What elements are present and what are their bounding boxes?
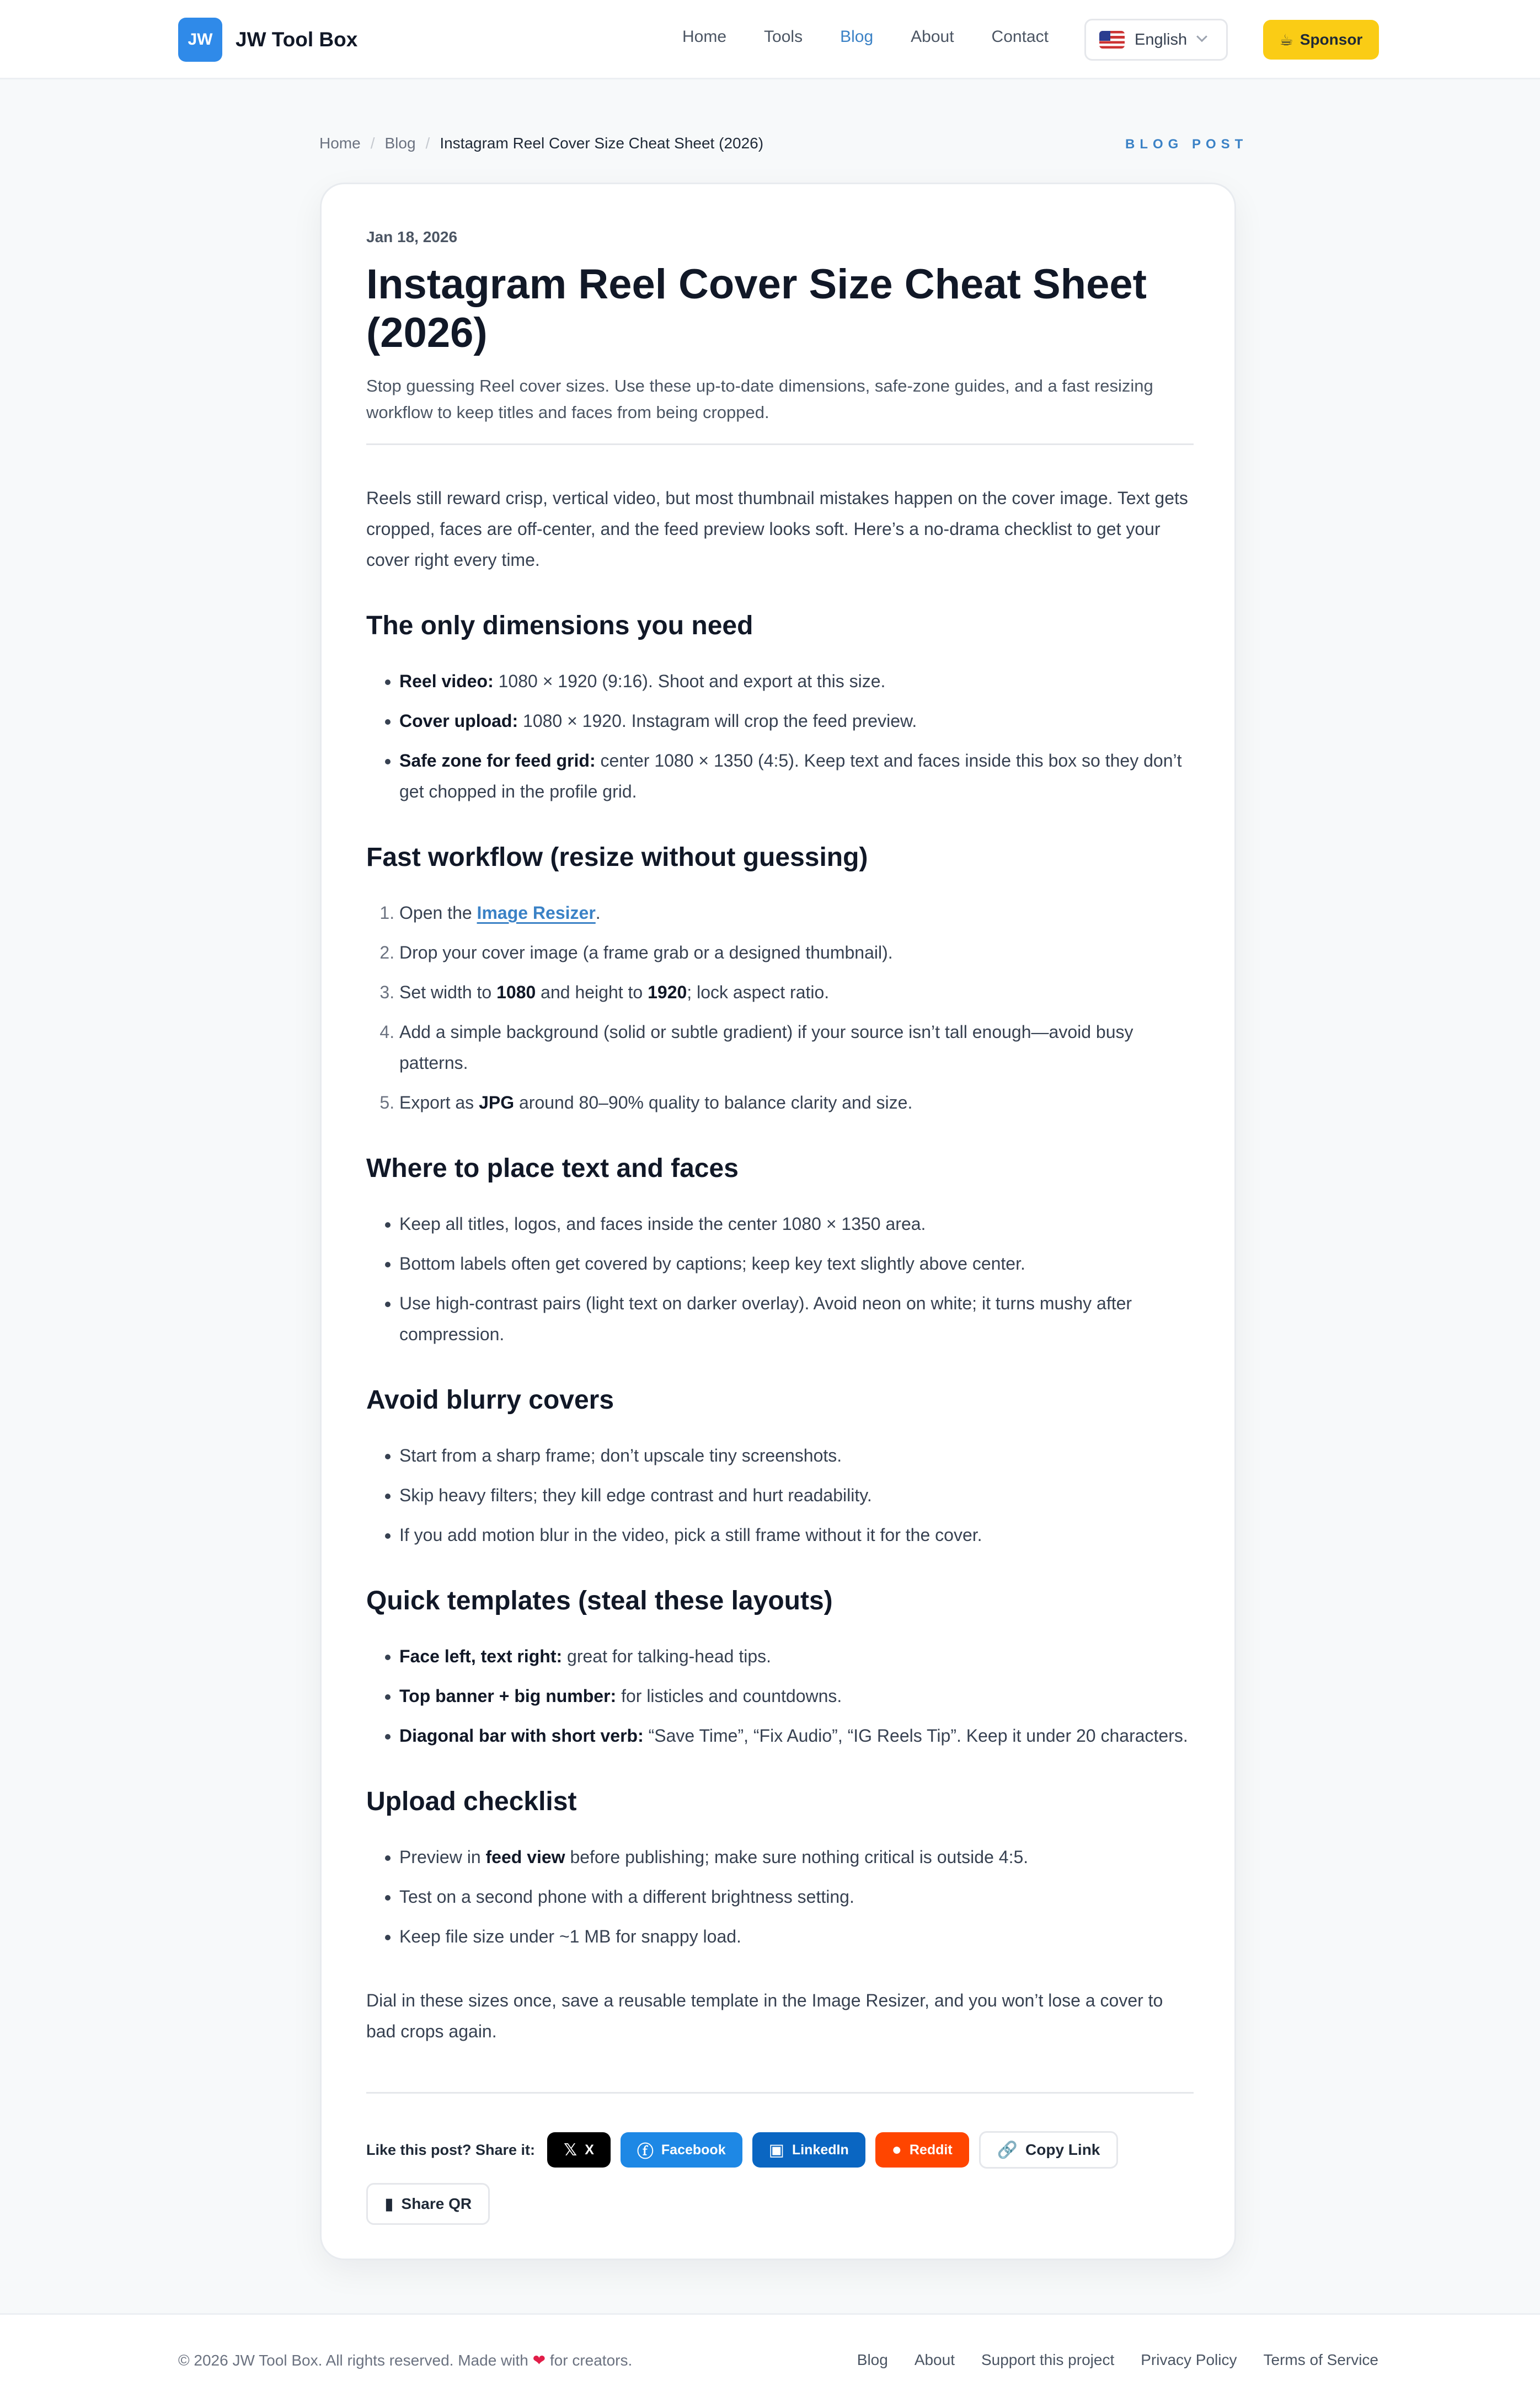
linkedin-icon: ▣ <box>768 2141 784 2159</box>
section-heading: The only dimensions you need <box>366 611 753 640</box>
post-type-label: BLOG POST <box>1125 137 1248 152</box>
language-selector[interactable] <box>1084 19 1228 61</box>
breadcrumb <box>319 135 763 152</box>
nav-contact[interactable]: Contact <box>991 28 1049 46</box>
footer-link-terms[interactable]: Terms of Service <box>1263 2351 1378 2368</box>
site-header <box>0 0 1540 79</box>
link-icon: 🔗 <box>997 2141 1018 2159</box>
list-item: • Diagonal bar with short verb: “Save Time”, “Fix Audio”, “IG Reels Tip”. Keep it under 20 characters. <box>399 1720 1194 1751</box>
breadcrumb-separator: / <box>425 135 430 152</box>
list-item: 1. Open the Image Resizer. <box>399 897 1194 928</box>
list-item: 4. Add a simple background (solid or subtle gradient) if your source isn’t tall enough—avoid busy patterns. <box>399 1016 1194 1078</box>
nav-blog[interactable]: Blog <box>840 28 874 46</box>
list-item: 5. Export as JPG around 80–90% quality to balance clarity and size. <box>399 1087 1194 1118</box>
section-heading: Quick templates (steal these layouts) <box>366 1586 833 1615</box>
footer-link-support[interactable]: Support this project <box>981 2351 1115 2368</box>
post-subtitle: Stop guessing Reel cover sizes. Use these up-to-date dimensions, safe-zone guides, and a fast resizing workflow to keep titles and faces from being cropped. <box>366 376 1153 422</box>
share-x-button[interactable]: 𝕏 X <box>547 2132 611 2168</box>
footer-link-privacy[interactable]: Privacy Policy <box>1141 2351 1237 2368</box>
list-item: • Keep file size under ~1 MB for snappy load. <box>399 1921 1194 1952</box>
image-resizer-link[interactable]: Image Resizer <box>477 903 596 923</box>
nav-about[interactable]: About <box>911 28 954 46</box>
list-item: • If you add motion blur in the video, pick a still frame without it for the cover. <box>399 1519 1194 1550</box>
section-heading: Avoid blurry covers <box>366 1385 614 1415</box>
list-item: • Use high-contrast pairs (light text on darker overlay). Avoid neon on white; it turns mushy after compression. <box>399 1288 1194 1350</box>
main-nav <box>682 28 1086 46</box>
language-label: English <box>1135 30 1188 49</box>
us-flag-icon <box>1099 31 1125 49</box>
share-reddit-button[interactable]: ● Reddit <box>875 2132 969 2168</box>
workflow-steps <box>366 897 1194 1118</box>
section-heading: Fast workflow (resize without guessing) <box>366 843 868 872</box>
chevron-down-icon <box>1196 31 1207 42</box>
list-item: • Reel video: 1080 × 1920 (9:16). Shoot and export at this size. <box>399 666 1194 697</box>
list-item: • Safe zone for feed grid: center 1080 × 1350 (4:5). Keep text and faces inside this box so they don’t get chopped in the profile grid. <box>399 745 1194 807</box>
outro-paragraph: Dial in these sizes once, save a reusable template in the Image Resizer, and you won’t lose a cover to bad crops again. <box>366 1990 1163 2041</box>
placement-list <box>366 1208 1194 1350</box>
list-item: • Preview in feed view before publishing; make sure nothing critical is outside 4:5. <box>399 1842 1194 1872</box>
site-footer <box>0 2313 1540 2408</box>
dimensions-list <box>366 666 1194 807</box>
list-item: 2. Drop your cover image (a frame grab or a designed thumbnail). <box>399 937 1194 968</box>
article-content <box>366 228 1194 2225</box>
list-item: • Start from a sharp frame; don’t upscale tiny screenshots. <box>399 1440 1194 1471</box>
breadcrumb-home[interactable]: Home <box>319 135 361 152</box>
share-qr-button[interactable]: ▮ Share QR <box>366 2183 490 2225</box>
list-item: • Bottom labels often get covered by captions; keep key text slightly above center. <box>399 1248 1194 1279</box>
share-bar <box>366 2131 1194 2225</box>
reddit-icon: ● <box>891 2141 902 2159</box>
phone-icon: ▮ <box>384 2195 394 2213</box>
sponsor-button[interactable] <box>1263 20 1379 60</box>
list-item: • Cover upload: 1080 × 1920. Instagram will crop the feed preview. <box>399 705 1194 736</box>
footer-link-about[interactable]: About <box>914 2351 955 2368</box>
templates-list <box>366 1641 1194 1751</box>
divider <box>366 443 1194 445</box>
footer-links <box>831 2351 1378 2369</box>
list-item: • Test on a second phone with a different brightness setting. <box>399 1881 1194 1912</box>
brand-name: JW Tool Box <box>236 28 358 51</box>
post-title: Instagram Reel Cover Size Cheat Sheet (2026) <box>366 261 1147 356</box>
blur-list <box>366 1440 1194 1550</box>
copy-link-button[interactable]: 🔗 Copy Link <box>979 2131 1119 2169</box>
breadcrumb-blog[interactable]: Blog <box>384 135 416 152</box>
breadcrumb-separator: / <box>370 135 375 152</box>
footer-link-blog[interactable]: Blog <box>857 2351 888 2368</box>
nav-tools[interactable]: Tools <box>764 28 803 46</box>
divider <box>366 2092 1194 2094</box>
intro-paragraph: Reels still reward crisp, vertical video, but most thumbnail mistakes happen on the cover image. Text gets cropped, faces are off-center, and the feed preview looks soft. Here’s a no-drama checklist to get your cover right every time. <box>366 488 1188 570</box>
section-heading: Where to place text and faces <box>366 1154 739 1183</box>
share-facebook-button[interactable]: ⓕ Facebook <box>621 2132 742 2168</box>
brand-logo: JW <box>178 18 222 62</box>
list-item: 3. Set width to 1080 and height to 1920; lock aspect ratio. <box>399 977 1194 1008</box>
sponsor-label: Sponsor <box>1300 31 1363 48</box>
facebook-icon: ⓕ <box>637 2143 654 2161</box>
list-item: • Top banner + big number: for listicles and countdowns. <box>399 1681 1194 1711</box>
share-linkedin-button[interactable]: ▣ LinkedIn <box>752 2132 865 2168</box>
nav-home[interactable]: Home <box>682 28 727 46</box>
breadcrumb-current: Instagram Reel Cover Size Cheat Sheet (2026) <box>440 135 764 152</box>
post-date: Jan 18, 2026 <box>366 228 458 245</box>
article-card <box>320 183 1236 2260</box>
list-item: • Skip heavy filters; they kill edge contrast and hurt readability. <box>399 1480 1194 1511</box>
list-item: • Face left, text right: great for talking-head tips. <box>399 1641 1194 1672</box>
brand-link[interactable] <box>178 18 357 62</box>
x-logo-icon: 𝕏 <box>564 2141 578 2159</box>
copyright-text: © 2026 JW Tool Box. All rights reserved. Made with ❤ for creators. <box>178 2352 633 2369</box>
list-item: • Keep all titles, logos, and faces inside the center 1080 × 1350 area. <box>399 1208 1194 1239</box>
heart-icon: ❤ <box>532 2352 546 2369</box>
coffee-icon: ☕ <box>1279 31 1293 49</box>
section-heading: Upload checklist <box>366 1787 577 1816</box>
checklist <box>366 1842 1194 1952</box>
share-label: Like this post? Share it: <box>366 2141 536 2158</box>
